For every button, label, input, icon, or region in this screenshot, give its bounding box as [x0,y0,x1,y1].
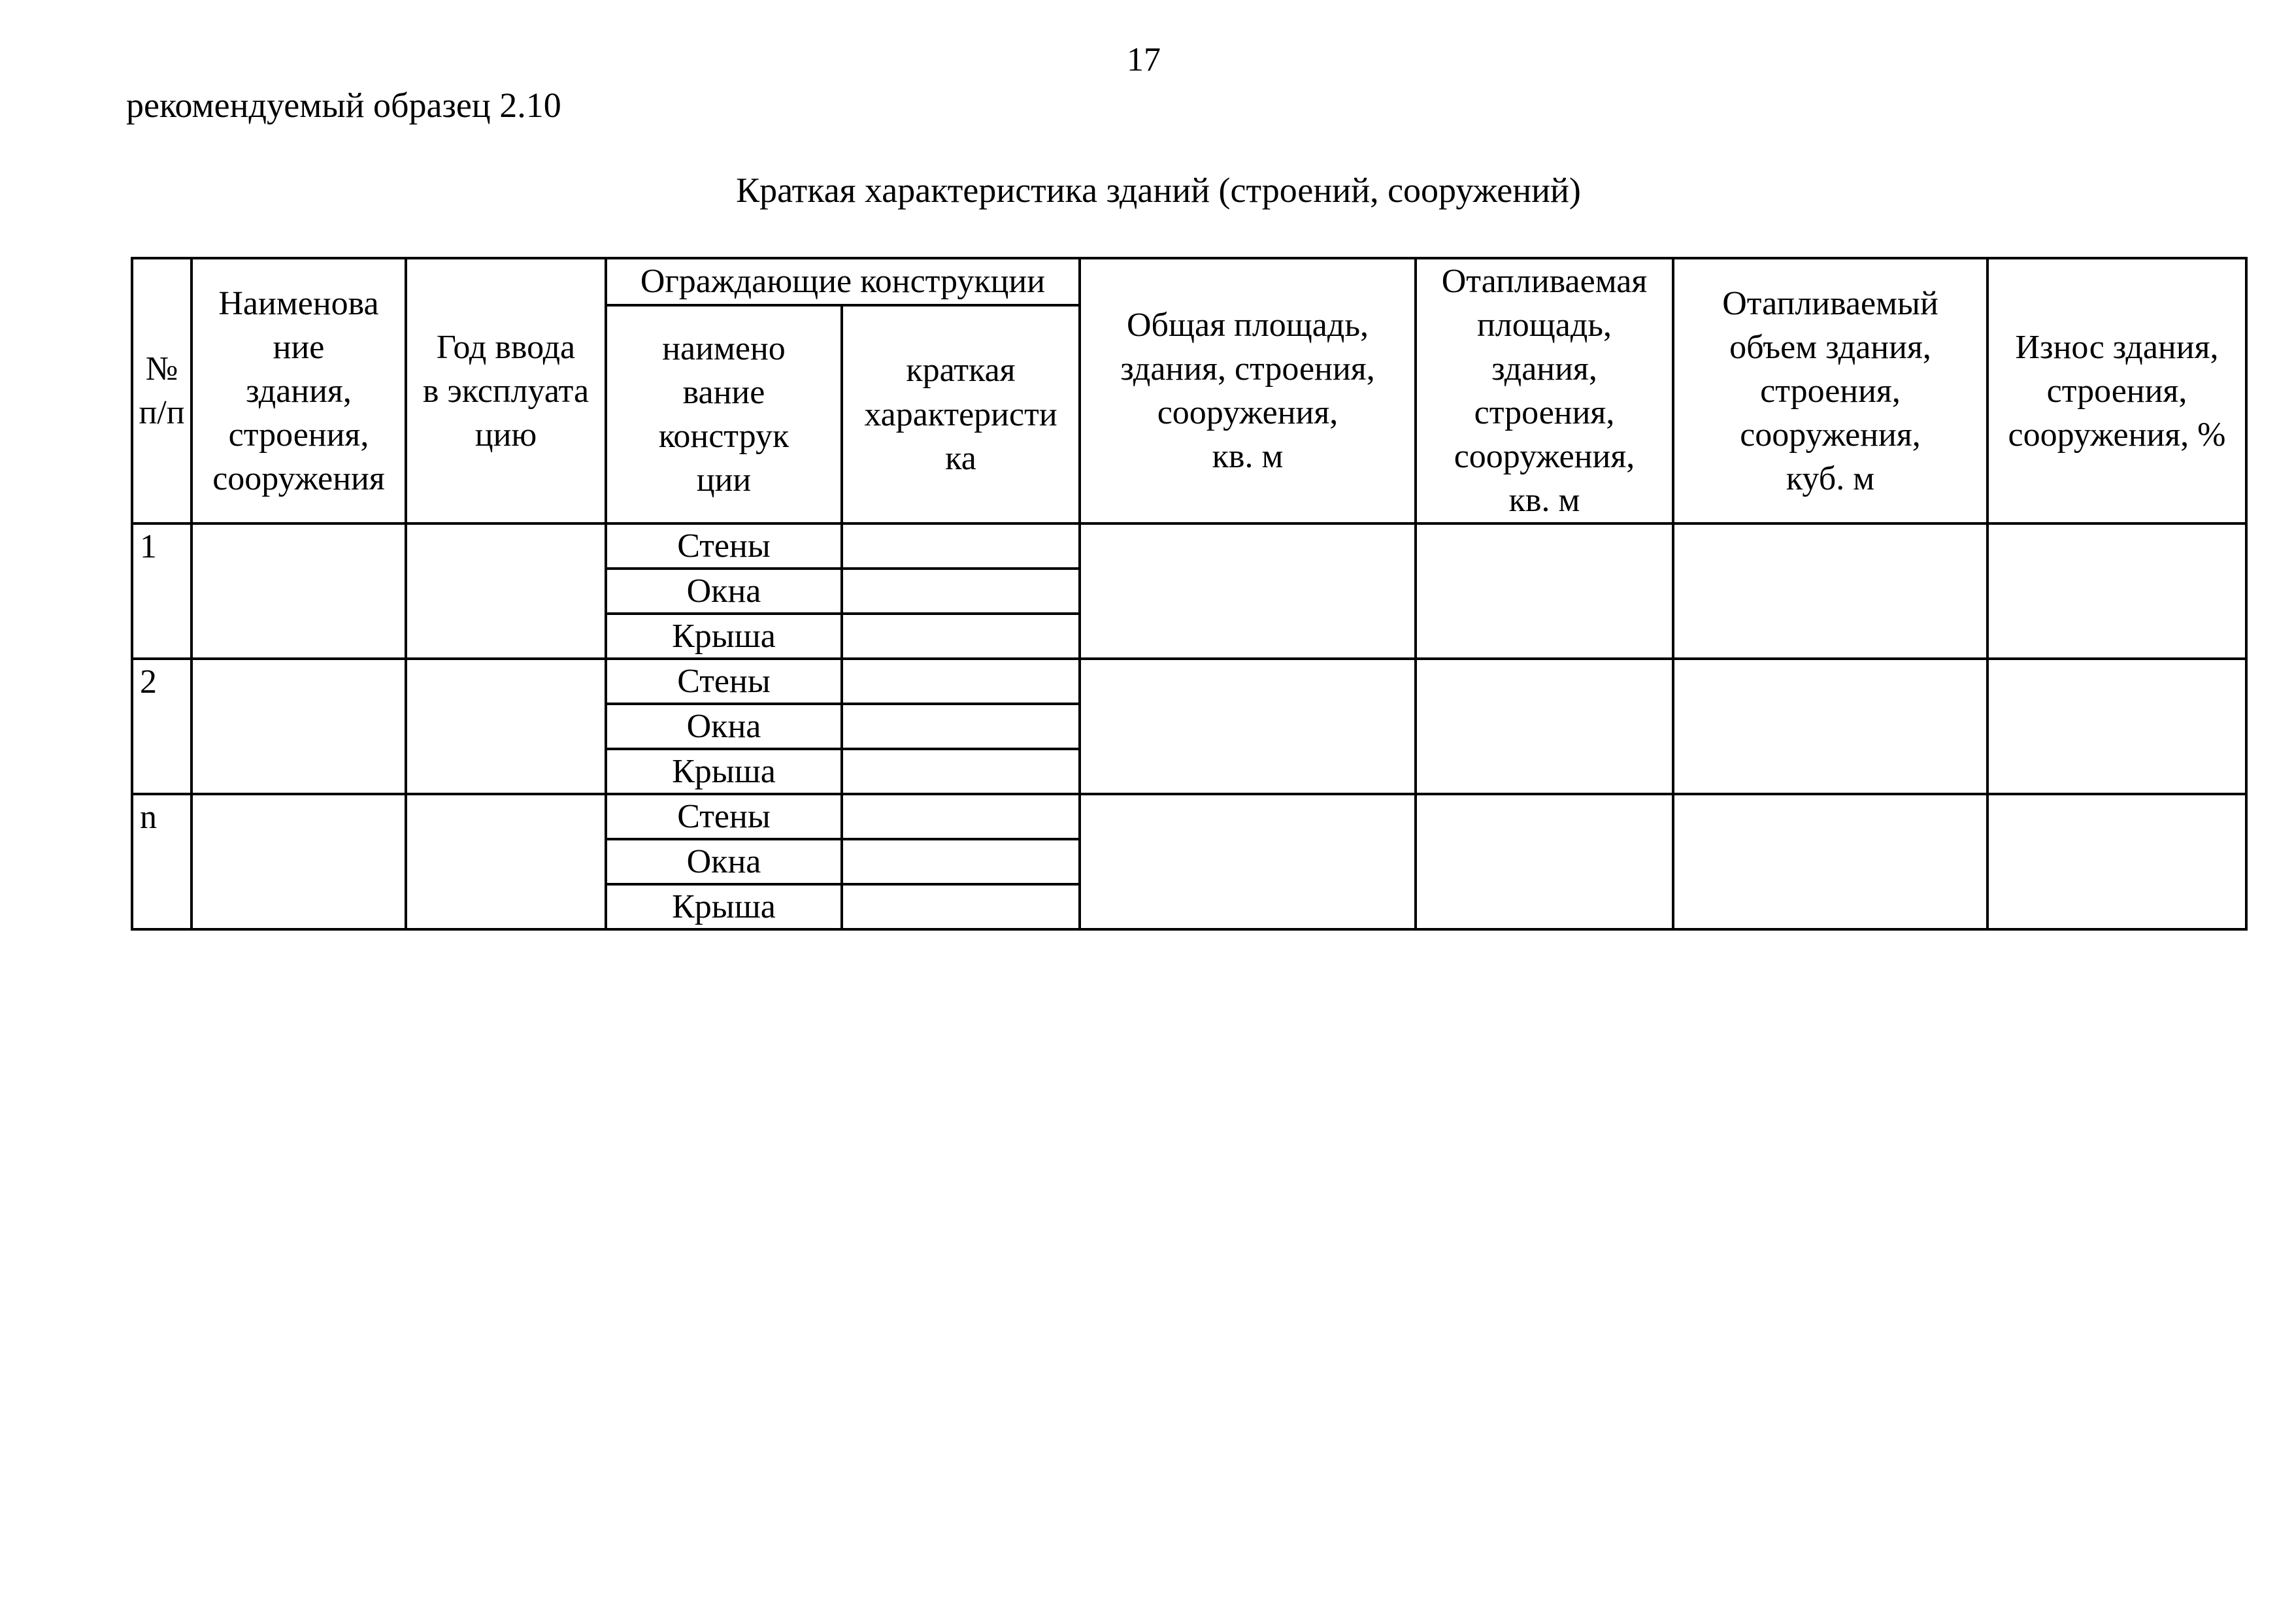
table-row [132,659,2246,704]
construction-desc-cell [842,794,1080,839]
construction-name-cell: Стены [606,659,842,704]
total-area-cell [1080,523,1416,659]
construction-desc-cell [842,523,1080,569]
row-number: 2 [132,659,191,794]
construction-desc-cell [842,704,1080,749]
header-row-1 [132,258,2246,305]
construction-name-cell: Крыша [606,614,842,659]
header-heated-volume: Отапливаемый объем здания, строения, сооружения, куб. м [1673,258,1987,523]
construction-desc-cell [842,749,1080,794]
construction-desc-cell [842,569,1080,614]
commission-year-cell [406,523,606,659]
construction-name-cell: Окна [606,704,842,749]
heated-volume-cell [1673,794,1987,929]
construction-name-cell: Окна [606,569,842,614]
heated-area-cell [1416,794,1673,929]
construction-name-cell: Стены [606,523,842,569]
wear-cell [1987,794,2246,929]
heated-volume-cell [1673,659,1987,794]
heated-area-cell [1416,523,1673,659]
header-wear: Износ здания, строения, сооружения, % [1987,258,2246,523]
buildings-characteristics-table [131,257,2248,931]
sample-label: рекомендуемый образец 2.10 [126,86,561,125]
header-enclosing: Ограждающие конструкции [606,258,1080,305]
construction-name-cell: Крыша [606,884,842,929]
construction-name-cell: Крыша [606,749,842,794]
total-area-cell [1080,659,1416,794]
wear-cell [1987,659,2246,794]
building-name-cell [191,523,406,659]
construction-name-cell: Стены [606,794,842,839]
construction-desc-cell [842,839,1080,884]
page-number: 17 [1127,41,1161,78]
construction-desc-cell [842,884,1080,929]
construction-desc-cell [842,659,1080,704]
total-area-cell [1080,794,1416,929]
wear-cell [1987,523,2246,659]
header-enclosing-name: наимено вание конструк ции [606,305,842,524]
commission-year-cell [406,659,606,794]
heated-area-cell [1416,659,1673,794]
header-enclosing-desc: краткая характеристи ка [842,305,1080,524]
building-name-cell [191,659,406,794]
table-row [132,794,2246,839]
row-number: 1 [132,523,191,659]
header-num: № п/п [132,258,191,523]
header-year: Год ввода в эксплуата цию [406,258,606,523]
commission-year-cell [406,794,606,929]
row-number: n [132,794,191,929]
header-name: Наименова ние здания, строения, сооружения [191,258,406,523]
table-row [132,523,2246,569]
construction-name-cell: Окна [606,839,842,884]
building-name-cell [191,794,406,929]
construction-desc-cell [842,614,1080,659]
header-total-area: Общая площадь, здания, строения, сооружения, кв. м [1080,258,1416,523]
table-title: Краткая характеристика зданий (строений, сооружений) [736,171,1581,210]
heated-volume-cell [1673,523,1987,659]
header-heated-area: Отапливаемая площадь, здания, строения, сооружения, кв. м [1416,258,1673,523]
